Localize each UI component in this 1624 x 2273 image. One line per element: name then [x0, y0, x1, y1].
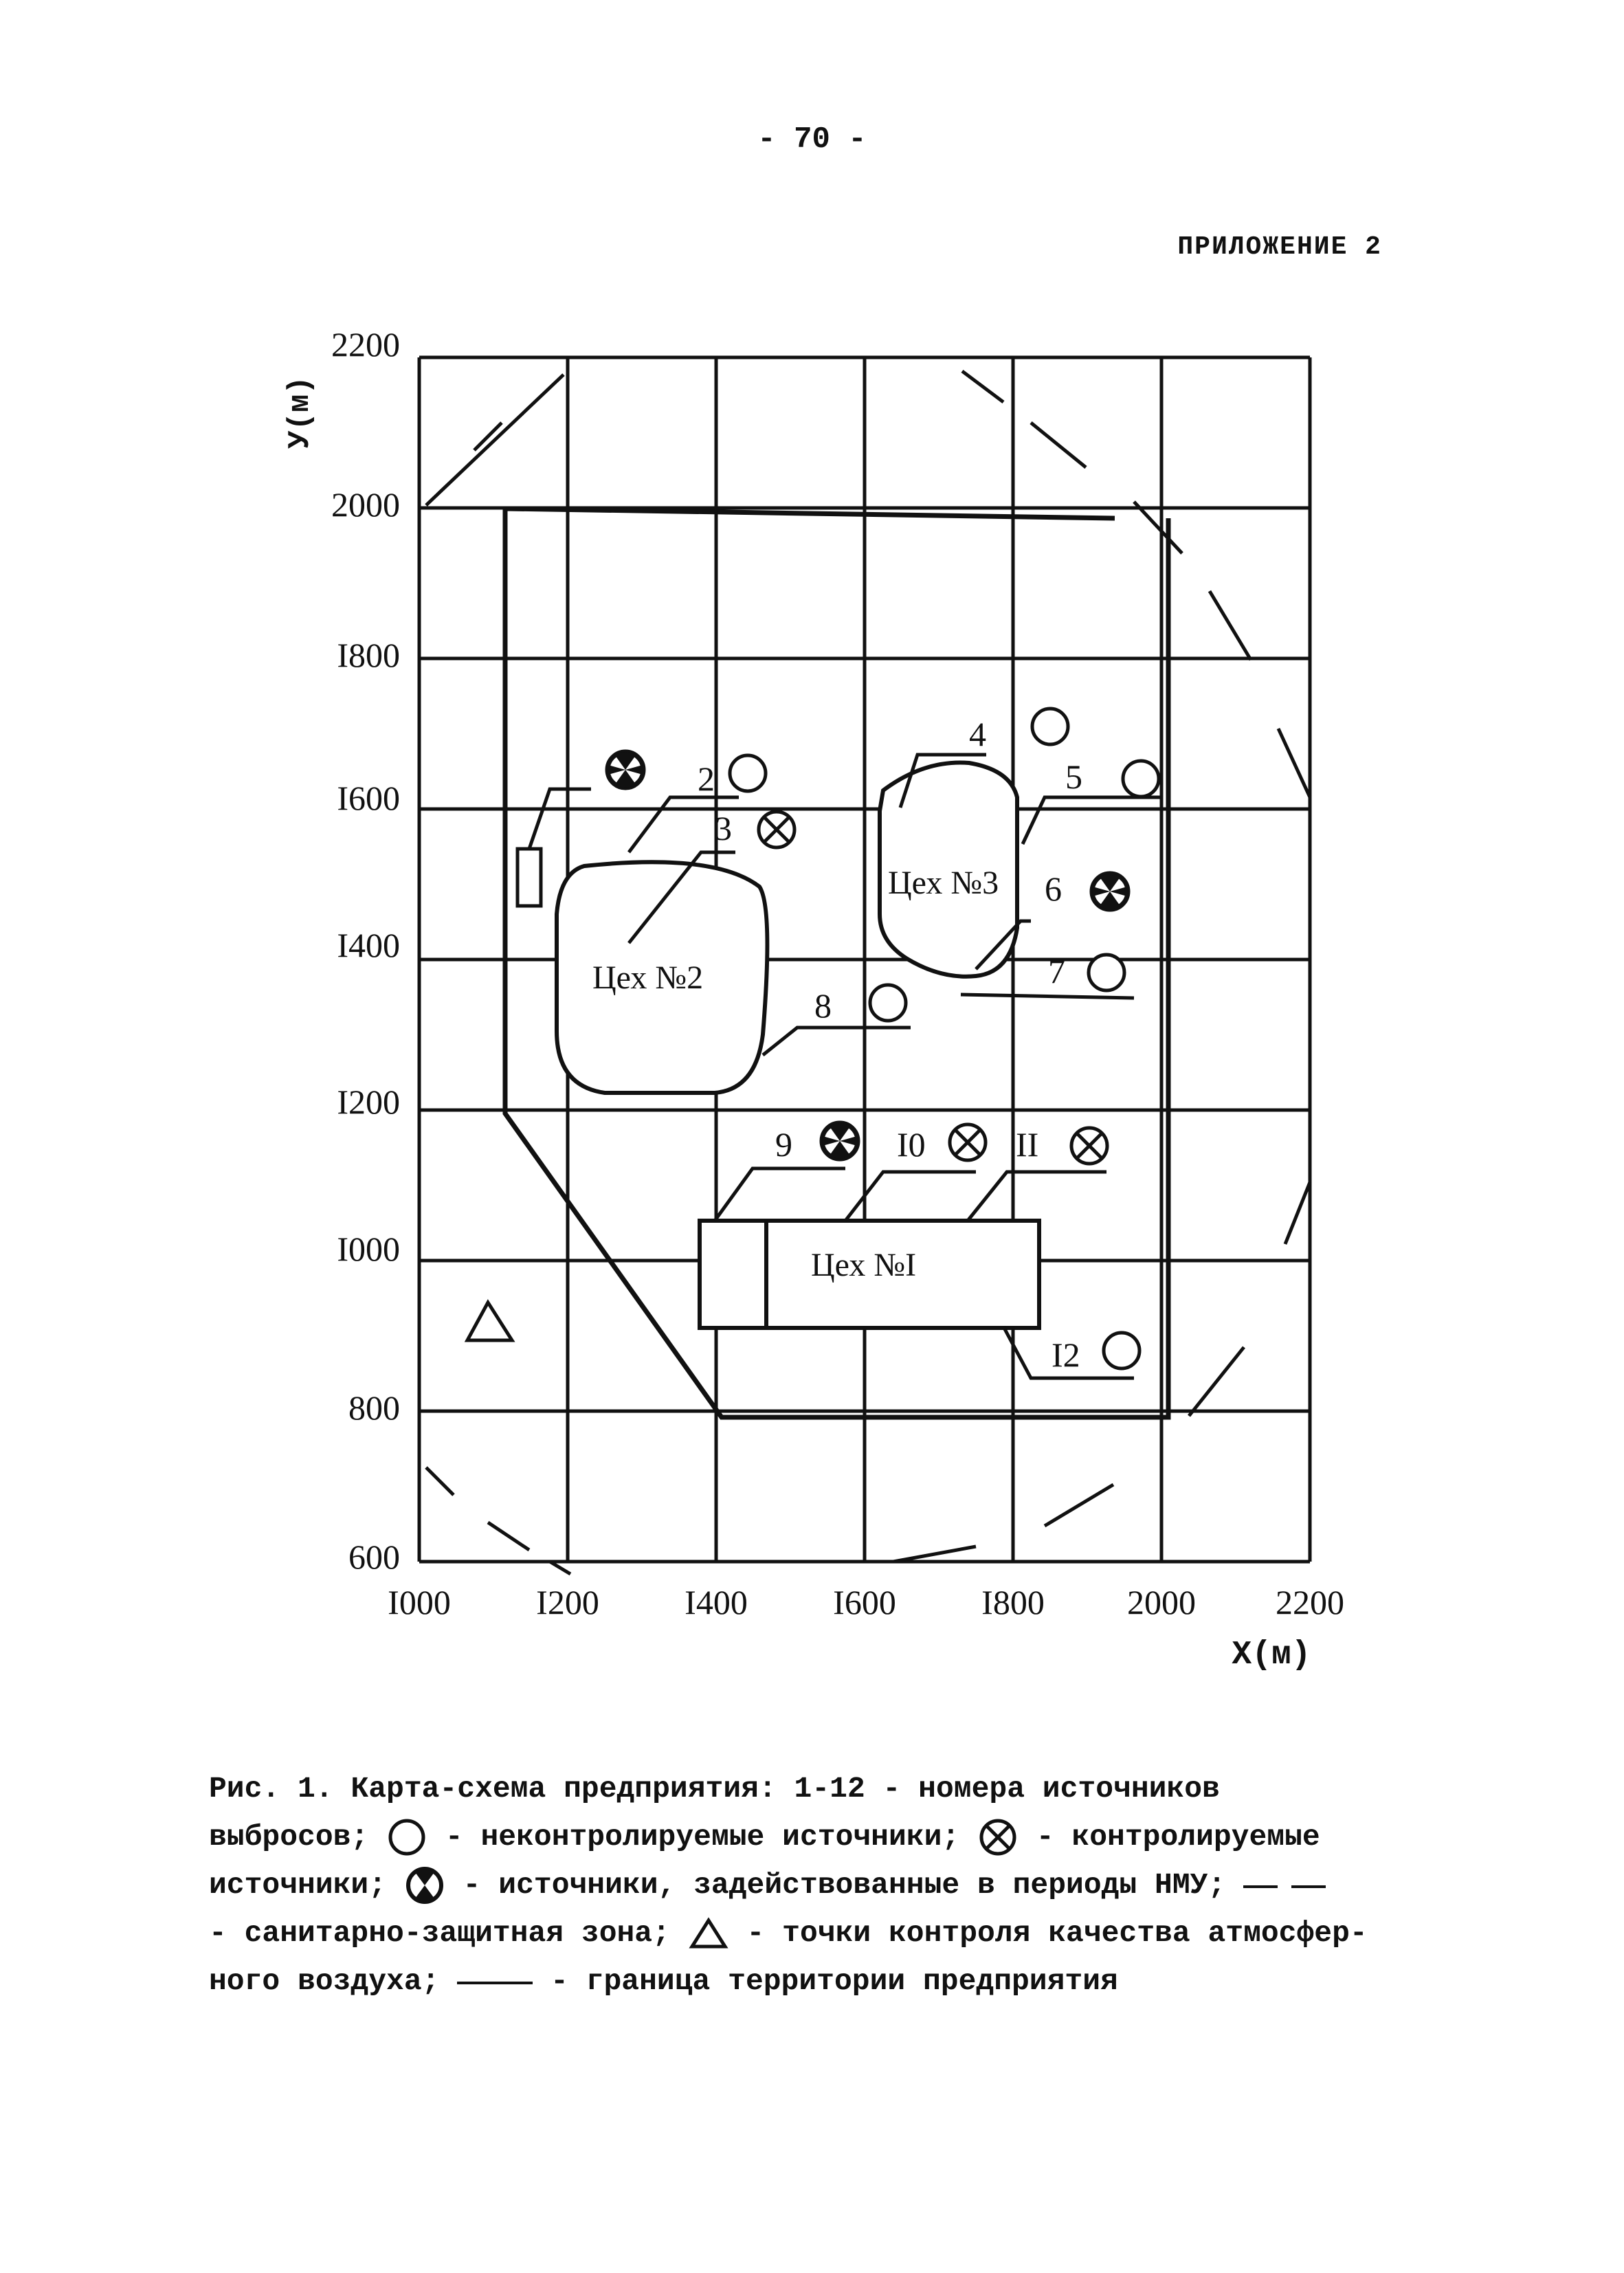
controlled-source-icon	[977, 1818, 1019, 1856]
appendix-label: ПРИЛОЖЕНИЕ 2	[1177, 232, 1382, 262]
source-1	[608, 752, 643, 788]
x-tick: 2000	[1127, 1583, 1196, 1621]
source-12	[1104, 1333, 1139, 1368]
grid	[419, 357, 1310, 1562]
y-tick: I200	[337, 1083, 400, 1121]
x-tick: I600	[833, 1583, 896, 1621]
workshop-2-label: Цех №2	[592, 960, 704, 996]
leader-9	[715, 1168, 845, 1221]
caption-text: - точки контроля качества атмосфер-	[746, 1916, 1368, 1950]
y-tick: I000	[337, 1230, 400, 1268]
y-axis-label: У(м)	[283, 376, 318, 449]
y-tick: 2000	[331, 485, 400, 524]
source-9	[822, 1123, 858, 1159]
source-8	[870, 985, 906, 1021]
caption-line-2	[209, 1813, 1467, 1861]
x-tick: 2200	[1276, 1583, 1344, 1621]
leader-5	[1023, 797, 1161, 844]
source-9-number: 9	[775, 1125, 792, 1164]
caption-text: источники;	[209, 1868, 387, 1902]
source-5-number: 5	[1065, 757, 1082, 796]
leader-8	[763, 1028, 911, 1055]
source-1-structure	[518, 849, 541, 906]
y-axis-ticks	[331, 325, 400, 1576]
caption-text: - неконтролируемые источники;	[445, 1820, 960, 1854]
caption-line-5	[209, 1958, 1467, 2006]
solid-line-icon	[457, 1975, 533, 1988]
caption-text: - контролируемые	[1036, 1820, 1320, 1854]
caption-text: выбросов;	[209, 1820, 369, 1854]
source-5	[1123, 761, 1159, 797]
page-number: - 70 -	[757, 122, 867, 157]
uncontrolled-source-icon	[386, 1818, 427, 1856]
y-tick: 2200	[331, 325, 400, 364]
source-12-number: I2	[1052, 1335, 1080, 1374]
caption-line-4	[209, 1909, 1467, 1958]
caption-text: ного воздуха;	[209, 1964, 440, 1998]
source-11-number: II	[1016, 1125, 1039, 1164]
triangle-icon	[688, 1916, 729, 1951]
x-tick: I800	[981, 1583, 1045, 1621]
y-tick: 800	[348, 1388, 400, 1427]
dashed-line-icon	[1243, 1878, 1326, 1892]
source-3	[759, 812, 794, 847]
caption-text: - граница территории предприятия	[550, 1964, 1118, 1998]
source-7-number: 7	[1048, 952, 1065, 990]
workshop-1-label: Цех №I	[811, 1247, 917, 1283]
y-tick: I600	[337, 779, 400, 817]
workshop-3-label: Цех №3	[888, 865, 999, 901]
leader-11	[968, 1172, 1106, 1221]
source-8-number: 8	[814, 986, 832, 1025]
leader-1	[529, 789, 591, 849]
source-7	[1089, 955, 1124, 990]
x-axis-ticks	[388, 1583, 1344, 1621]
caption-text: - источники, задействованные в периоды НМУ;	[463, 1868, 1226, 1902]
source-2	[730, 755, 766, 791]
x-tick: I000	[388, 1583, 451, 1621]
x-tick: I200	[536, 1583, 599, 1621]
source-10-number: I0	[897, 1125, 926, 1164]
y-tick: I400	[337, 926, 400, 964]
y-tick: I800	[337, 636, 400, 674]
caption-line-1: Рис. 1. Карта-схема предприятия: 1-12 - номера источников	[209, 1772, 1220, 1806]
monitoring-point-triangle	[467, 1302, 512, 1340]
source-10	[950, 1124, 986, 1160]
source-6	[1092, 874, 1128, 909]
source-6-number: 6	[1045, 869, 1062, 908]
source-3-number: 3	[715, 809, 732, 847]
nmu-source-icon	[404, 1866, 445, 1905]
source-11	[1071, 1128, 1107, 1164]
y-tick: 600	[348, 1538, 400, 1576]
leader-7	[961, 995, 1134, 998]
source-4-number: 4	[969, 715, 986, 753]
caption-line-3	[209, 1861, 1467, 1909]
figure-caption	[209, 1765, 1467, 2006]
source-2-number: 2	[698, 759, 715, 798]
x-tick: I400	[685, 1583, 748, 1621]
caption-text: - санитарно-защитная зона;	[209, 1916, 670, 1950]
x-axis-label: X(м)	[1232, 1637, 1311, 1674]
source-4	[1032, 709, 1068, 744]
